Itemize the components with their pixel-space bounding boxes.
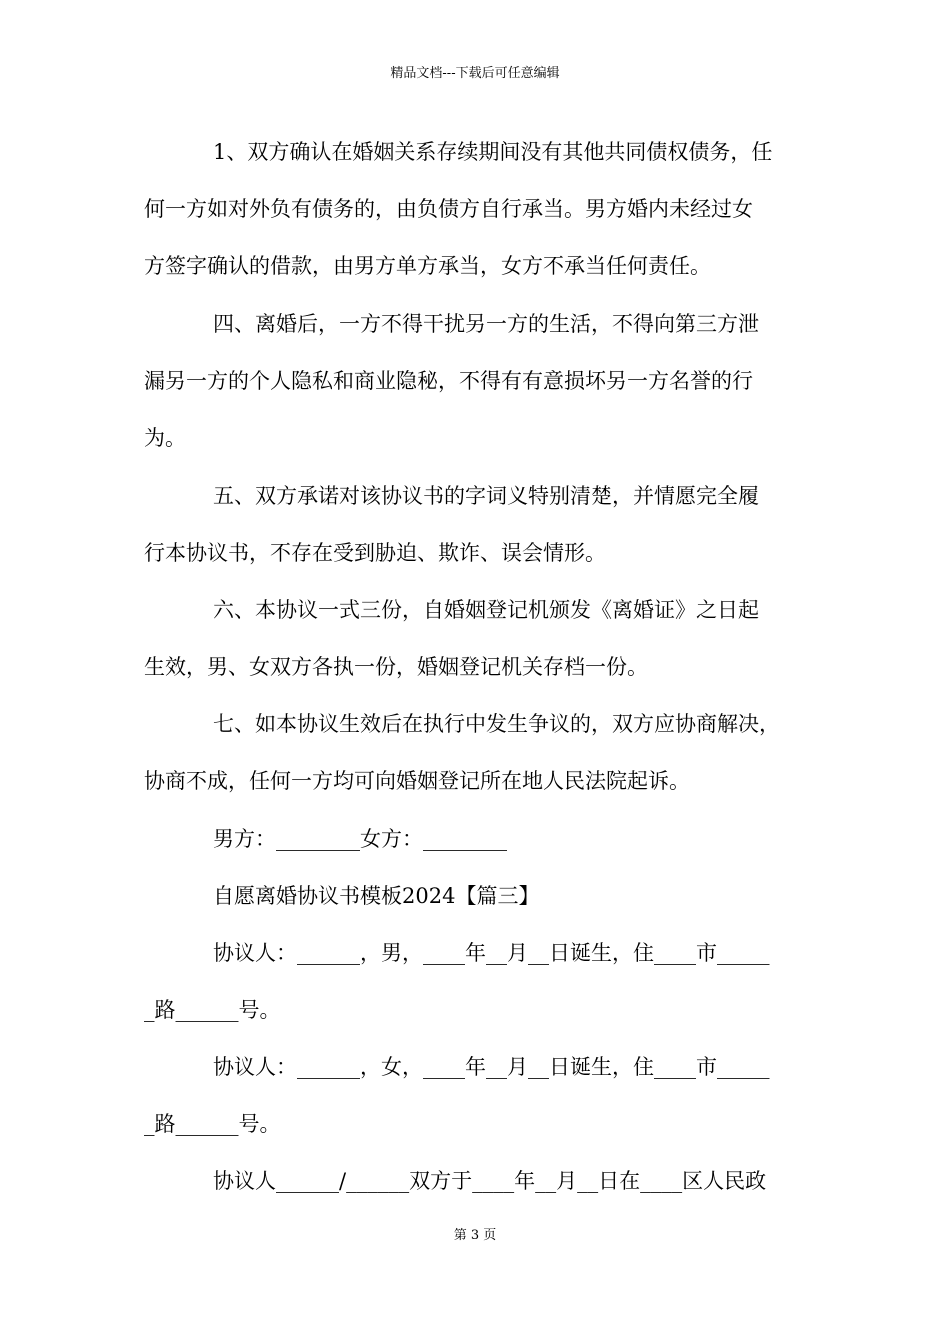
- paragraph-line: 漏另一方的个人隐私和商业隐秘，不得有有意损坏另一方名誉的行: [144, 369, 753, 393]
- paragraph-line: 七、如本协议生效后在执行中发生争议的，双方应协商解决，: [213, 712, 780, 736]
- paragraph-line: 何一方如对外负有债务的，由负债方自行承当。男方婚内未经过女: [144, 197, 753, 221]
- page-header: 精品文档---下载后可任意编辑: [390, 66, 560, 81]
- paragraph-line: 协商不成，任何一方均可向婚姻登记所在地人民法院起诉。: [144, 769, 690, 793]
- paragraph-line: 生效，男、女双方各执一份，婚姻登记机关存档一份。: [144, 655, 648, 679]
- paragraph-line: _路______号。: [144, 998, 281, 1022]
- paragraph-line: 五、双方承诺对该协议书的字词义特别清楚，并情愿完全履: [213, 484, 759, 508]
- paragraph-line: 四、离婚后，一方不得干扰另一方的生活，不得向第三方泄: [213, 312, 759, 336]
- signature-line: 男方：________女方：________: [213, 827, 507, 851]
- paragraph-line: 方签字确认的借款，由男方单方承当，女方不承当任何责任。: [144, 254, 711, 278]
- paragraph-line: 为。: [144, 426, 186, 450]
- paragraph-line: _路______号。: [144, 1112, 281, 1136]
- paragraph-line: 协议人______/______双方于____年__月__日在____区人民政: [213, 1169, 767, 1193]
- paragraph-line: 1、双方确认在婚姻关系存续期间没有其他共同债权债务，任: [213, 140, 773, 164]
- paragraph-line: 协议人：______，男，____年__月__日诞生，住____市_____: [213, 941, 770, 965]
- paragraph-line: 六、本协议一式三份，自婚姻登记机颁发《离婚证》之日起: [213, 598, 759, 622]
- page-number: 第 3 页: [453, 1228, 497, 1243]
- paragraph-line: 协议人：______，女，____年__月__日诞生，住____市_____: [213, 1055, 770, 1079]
- paragraph-line: 行本协议书，不存在受到胁迫、欺诈、误会情形。: [144, 541, 606, 565]
- section-title: 自愿离婚协议书模板2024【篇三】: [213, 884, 540, 908]
